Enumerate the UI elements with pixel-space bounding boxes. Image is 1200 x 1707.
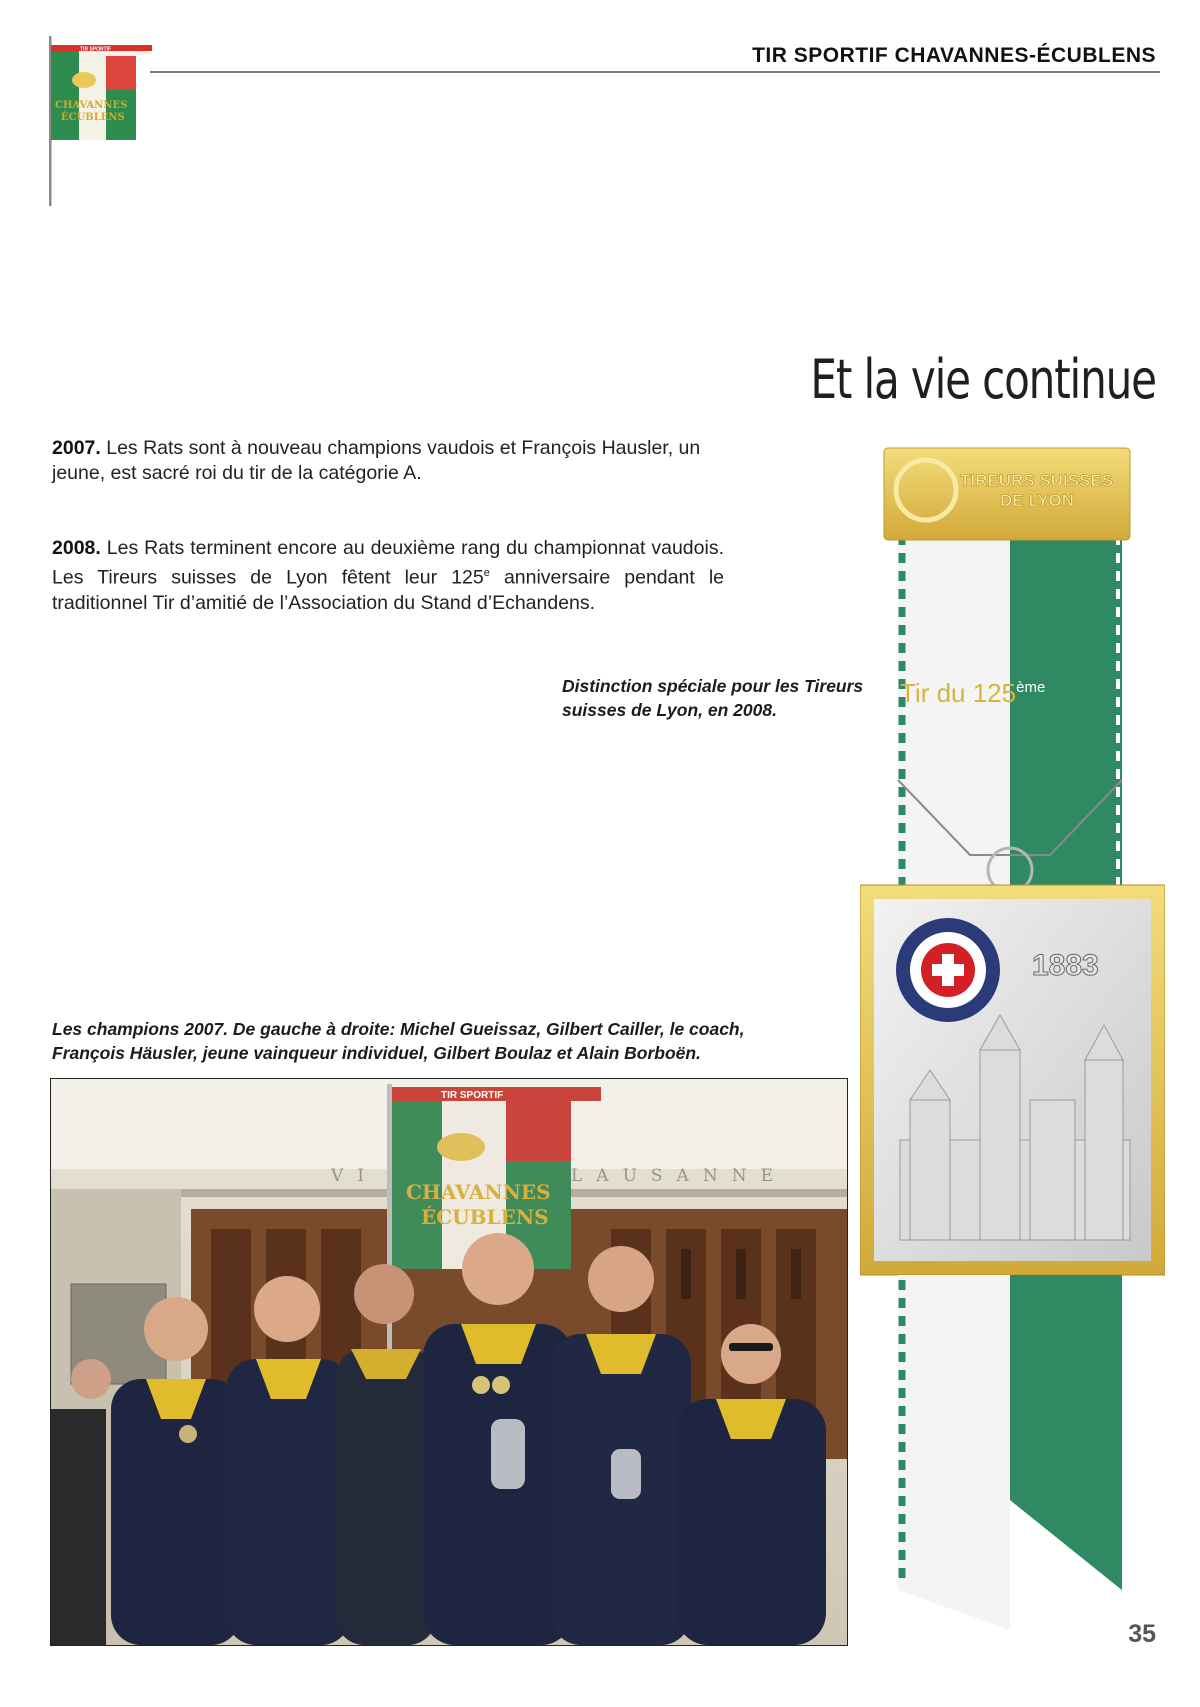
- svg-text:TIR SPORTIF: TIR SPORTIF: [441, 1090, 504, 1101]
- svg-text:Tir du 125ème: Tir du 125ème: [900, 678, 1046, 708]
- team-photo: [50, 1078, 848, 1646]
- year-label: 2007.: [52, 437, 101, 459]
- svg-text:DE LYON: DE LYON: [1000, 491, 1075, 510]
- paragraph-text: Les Rats terminent encore au deuxième rang du championnat vaudois. Les Tireurs suisses de Lyon fêtent leur 125: [52, 537, 724, 589]
- section-title: Et la vie continue: [810, 348, 1156, 411]
- medal-ribbon: [860, 440, 1165, 1645]
- paragraph-text: anniversaire pendant le traditionnel Tir d’amitié de l’Association du Stand d’Echandens.: [52, 566, 724, 614]
- svg-text:TIR SPORTIF: TIR SPORTIF: [80, 46, 112, 53]
- paragraph-2007: [52, 436, 724, 486]
- year-label: 2008.: [52, 537, 101, 559]
- svg-text:CHAVANNES: CHAVANNES: [406, 1180, 551, 1204]
- svg-text:CHAVANNES: CHAVANNES: [55, 100, 128, 111]
- header-rule: [150, 71, 1160, 73]
- running-title: TIR SPORTIF CHAVANNES-ÉCUBLENS: [752, 44, 1156, 67]
- svg-text:ÉCUBLENS: ÉCUBLENS: [421, 1205, 549, 1229]
- svg-text:1883: 1883: [1032, 949, 1099, 982]
- ordinal-superscript: e: [483, 567, 490, 579]
- svg-text:TIREURS SUISSES: TIREURS SUISSES: [960, 471, 1114, 490]
- paragraph-text: Les Rats sont à nouveau champions vaudois et François Hausler, un jeune, est sacré roi du tir de la catégorie A.: [52, 437, 701, 484]
- medal-caption: Distinction spéciale pour les Tireurs suisses de Lyon, en 2008.: [562, 676, 864, 720]
- flag-logo: [44, 34, 164, 209]
- paragraph-2008: [52, 536, 724, 616]
- svg-text:VI: VI: [331, 1166, 378, 1186]
- svg-text:LAUSANNE: LAUSANNE: [571, 1166, 787, 1186]
- svg-text:ÉCUBLENS: ÉCUBLENS: [61, 112, 125, 123]
- photo-caption: Les champions 2007. De gauche à droite: Michel Gueissaz, Gilbert Cailler, le coach, François Häusler, jeune vainqueur individuel, Gilbert Boulaz et Alain Borboën.: [52, 1019, 745, 1063]
- page-number: 35: [1128, 1620, 1156, 1648]
